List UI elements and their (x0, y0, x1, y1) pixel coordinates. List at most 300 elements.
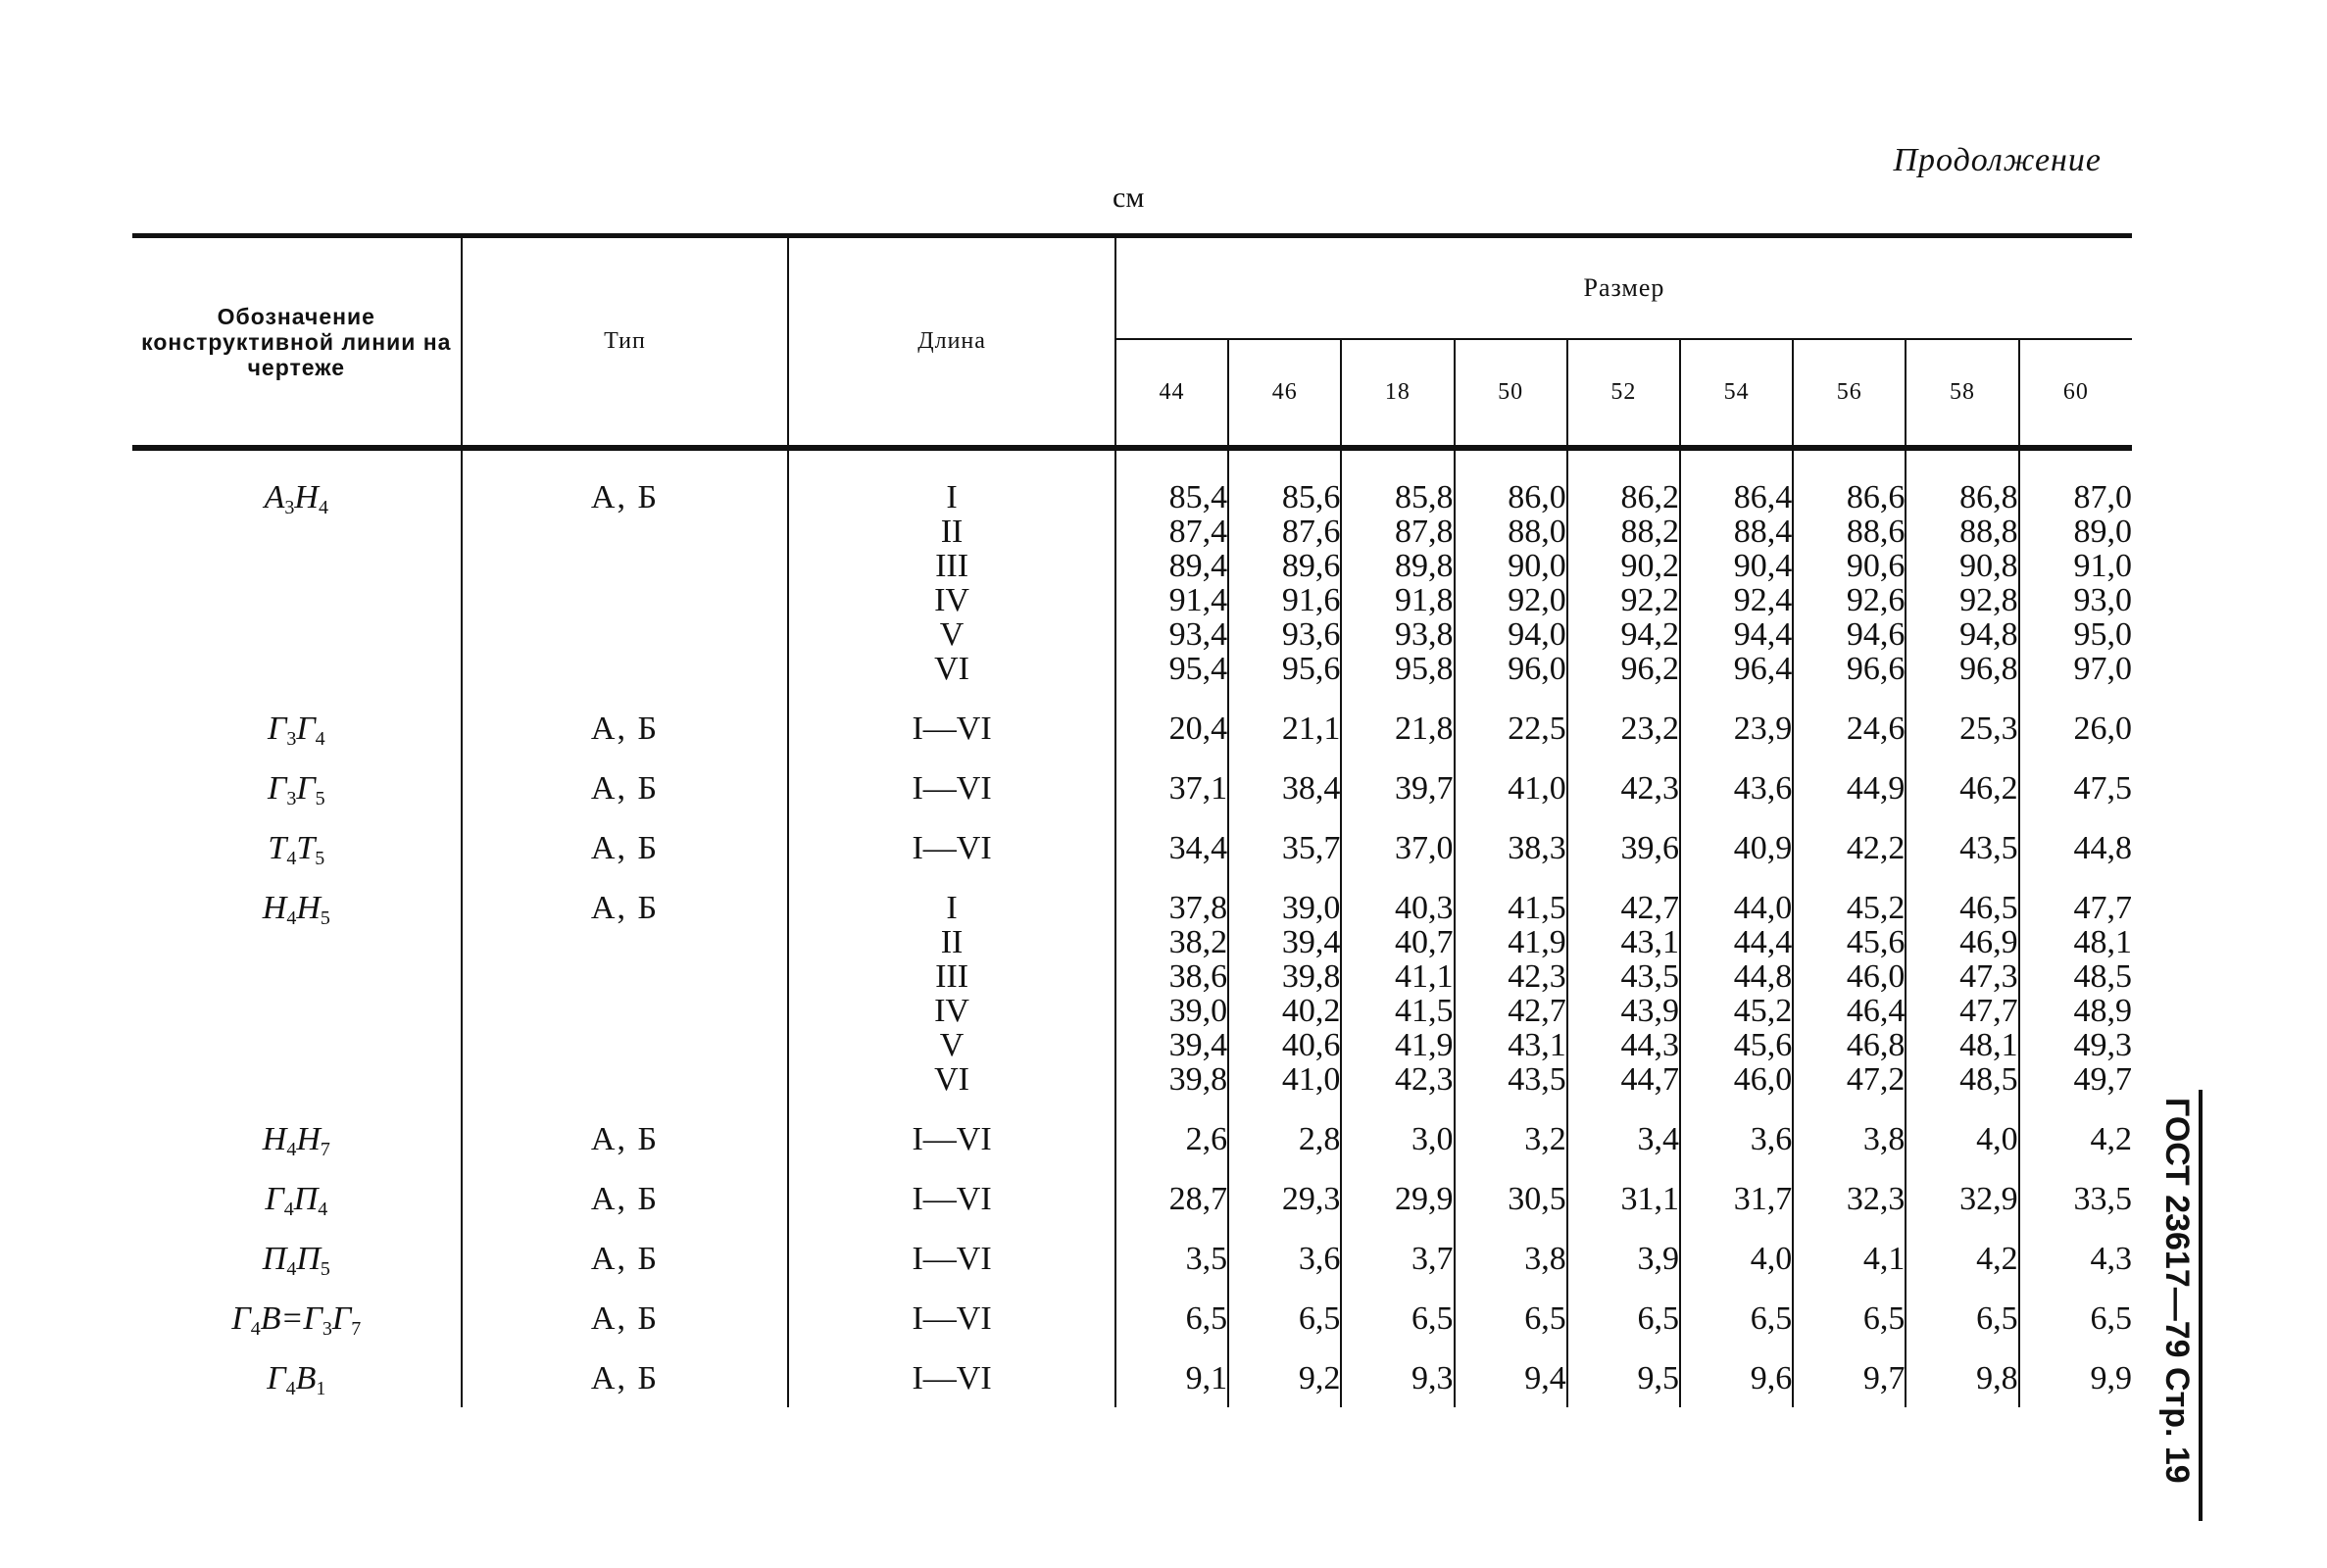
size-value-cell (1793, 698, 1906, 758)
size-value: 95,8 (1395, 651, 1454, 687)
size-value: 45,6 (1846, 924, 1906, 960)
size-value-cell (1115, 817, 1228, 877)
unit-label: см (1113, 181, 1145, 214)
size-value-cell (1455, 758, 1567, 817)
designation-subscript: 4 (285, 1378, 296, 1399)
size-value-cell (1906, 1108, 2018, 1168)
row-designation (132, 877, 462, 1108)
size-value-cell (1793, 877, 1906, 1108)
designation-subscript: 4 (250, 1318, 261, 1340)
table-row (132, 1168, 2132, 1228)
size-value: 39,4 (1281, 924, 1341, 960)
size-value-cell (2019, 1228, 2132, 1288)
row-lengths (788, 1288, 1115, 1348)
row-designation (132, 698, 462, 758)
size-value: 42,2 (1846, 830, 1906, 866)
size-value: 39,0 (1168, 993, 1228, 1029)
designation-subscript: 5 (320, 907, 330, 929)
designation-subscript: 4 (318, 497, 328, 518)
length-label: III (935, 548, 969, 584)
row-designation (132, 1348, 462, 1407)
table-row (132, 1348, 2132, 1407)
designation-subscript: 5 (315, 788, 325, 809)
designation-letter: П (262, 1241, 287, 1277)
size-value-cell (2019, 758, 2132, 817)
size-value-cell (1793, 817, 1906, 877)
size-value: 47,7 (2073, 890, 2132, 926)
designation-subscript: 4 (283, 1199, 294, 1220)
size-value: 41,5 (1508, 890, 1566, 926)
size-value-cell (1567, 817, 1680, 877)
designation-letter: Н (296, 890, 321, 926)
designation-letter: П (296, 1241, 321, 1277)
size-value-cell (1228, 817, 1341, 877)
size-value-cell (1341, 877, 1454, 1108)
size-value: 39,8 (1281, 958, 1341, 995)
table-row (132, 817, 2132, 877)
size-value: 96,0 (1508, 651, 1566, 687)
row-lengths (788, 1348, 1115, 1407)
designation-letter: Н (262, 890, 287, 926)
length-label: IV (934, 993, 969, 1029)
size-value: 22,5 (1508, 710, 1566, 747)
size-value: 46,9 (1959, 924, 2018, 960)
length-label: III (935, 958, 969, 995)
size-value: 44,8 (2073, 830, 2132, 866)
designation-letter: Г (267, 710, 287, 747)
size-value: 92,0 (1508, 582, 1566, 618)
size-value-cell (1455, 817, 1567, 877)
row-lengths (788, 877, 1115, 1108)
size-value: 4,2 (1976, 1241, 2018, 1277)
size-value: 42,3 (1508, 958, 1566, 995)
size-value: 86,0 (1508, 479, 1566, 515)
size-value: 38,2 (1168, 924, 1228, 960)
row-lengths (788, 1168, 1115, 1228)
size-value: 31,1 (1620, 1181, 1679, 1217)
size-value-cell (1680, 1228, 1793, 1288)
size-value-cell (1793, 1228, 1906, 1288)
size-value-cell (1115, 1168, 1228, 1228)
size-value: 29,9 (1395, 1181, 1454, 1217)
size-value: 39,4 (1168, 1027, 1228, 1063)
row-type: А, Б (462, 817, 789, 877)
dimensions-table (132, 233, 2132, 1407)
size-value: 32,3 (1846, 1181, 1906, 1217)
size-value: 3,8 (1862, 1121, 1906, 1157)
size-value: 90,8 (1959, 548, 2018, 584)
size-value: 6,5 (1411, 1300, 1454, 1337)
size-value-cell (1680, 817, 1793, 877)
size-value: 4,0 (1750, 1241, 1793, 1277)
size-value-cell (1455, 1228, 1567, 1288)
size-value-cell (1567, 1348, 1680, 1407)
size-value: 44,0 (1733, 890, 1793, 926)
size-value: 31,7 (1733, 1181, 1793, 1217)
size-value-cell (1228, 758, 1341, 817)
size-value: 41,5 (1395, 993, 1454, 1029)
size-value-cell (2019, 1108, 2132, 1168)
table-row (132, 758, 2132, 817)
size-value: 4,1 (1862, 1241, 1906, 1277)
size-value-cell (1793, 758, 1906, 817)
length-label: I (946, 479, 958, 515)
size-value: 6,5 (1976, 1300, 2018, 1337)
size-value: 43,5 (1508, 1061, 1566, 1098)
size-value-cell (1115, 758, 1228, 817)
size-value-cell (1567, 698, 1680, 758)
size-value: 86,8 (1959, 479, 2018, 515)
size-value-cell (1115, 877, 1228, 1108)
size-value-cell (1115, 448, 1228, 698)
size-value: 43,5 (1620, 958, 1679, 995)
size-value: 46,0 (1733, 1061, 1793, 1098)
size-value: 4,0 (1976, 1121, 2018, 1157)
size-value: 96,6 (1846, 651, 1906, 687)
size-value-cell (1567, 448, 1680, 698)
size-value: 87,6 (1281, 514, 1341, 550)
designation-subscript: 7 (351, 1318, 362, 1340)
size-value: 46,5 (1959, 890, 2018, 926)
size-value-cell (1115, 1348, 1228, 1407)
size-value-cell (1341, 1228, 1454, 1288)
size-value-cell (1341, 698, 1454, 758)
size-value: 49,3 (2073, 1027, 2132, 1063)
size-value-cell (1341, 817, 1454, 877)
size-value: 37,8 (1168, 890, 1228, 926)
size-value-cell (1341, 758, 1454, 817)
designation-letter: Н (296, 1121, 321, 1157)
size-value: 39,6 (1620, 830, 1679, 866)
header-size-7: 58 (1906, 339, 2018, 448)
size-value-cell (1680, 448, 1793, 698)
size-value: 34,4 (1168, 830, 1228, 866)
size-value-cell (1115, 698, 1228, 758)
designation-letter: А (264, 479, 285, 515)
header-size-3: 50 (1455, 339, 1567, 448)
size-value: 40,9 (1733, 830, 1793, 866)
size-value-cell (1567, 1228, 1680, 1288)
size-value-cell (1115, 1228, 1228, 1288)
size-value: 91,6 (1281, 582, 1341, 618)
size-value-cell (1680, 1348, 1793, 1407)
size-value: 9,6 (1750, 1360, 1793, 1396)
header-size-5: 54 (1680, 339, 1793, 448)
size-value-cell (1228, 1348, 1341, 1407)
designation-letter: Г (267, 770, 287, 807)
designation-subscript: 5 (320, 1258, 330, 1280)
size-value-cell (1680, 1108, 1793, 1168)
designation-subscript: 3 (322, 1318, 332, 1340)
size-value-cell (1341, 1108, 1454, 1168)
size-value: 94,4 (1733, 616, 1793, 653)
size-value: 48,9 (2073, 993, 2132, 1029)
size-value: 48,1 (2073, 924, 2132, 960)
row-lengths (788, 448, 1115, 698)
size-value: 3,9 (1637, 1241, 1679, 1277)
size-value: 96,4 (1733, 651, 1793, 687)
size-value-cell (1793, 1108, 1906, 1168)
size-value: 88,2 (1620, 514, 1679, 550)
header-type: Тип (462, 236, 789, 449)
designation-letter: Н (262, 1121, 287, 1157)
header-size-0: 44 (1115, 339, 1228, 448)
size-value-cell (1567, 758, 1680, 817)
size-value-cell (1680, 1288, 1793, 1348)
size-value: 35,7 (1281, 830, 1341, 866)
size-value-cell (1793, 1168, 1906, 1228)
designation-subscript: 4 (286, 1139, 297, 1160)
designation-letter: Г (296, 710, 316, 747)
size-value: 38,4 (1281, 770, 1341, 807)
size-value-cell (2019, 698, 2132, 758)
size-value: 21,1 (1281, 710, 1341, 747)
size-value: 41,0 (1508, 770, 1566, 807)
header-length: Длина (788, 236, 1115, 449)
size-value: 6,5 (1185, 1300, 1228, 1337)
size-value: 41,0 (1281, 1061, 1341, 1098)
size-value-cell (1906, 817, 2018, 877)
size-value-cell (1341, 448, 1454, 698)
size-value: 87,4 (1168, 514, 1228, 550)
size-value: 85,6 (1281, 479, 1341, 515)
designation-subscript: 4 (286, 907, 297, 929)
designation-subscript: 7 (320, 1139, 330, 1160)
row-lengths (788, 698, 1115, 758)
size-value: 3,6 (1298, 1241, 1341, 1277)
size-value: 37,1 (1168, 770, 1228, 807)
size-value: 40,2 (1281, 993, 1341, 1029)
designation-subscript: 4 (286, 848, 297, 869)
designation-subscript: 3 (286, 728, 297, 750)
row-lengths (788, 1228, 1115, 1288)
size-value: 43,5 (1959, 830, 2018, 866)
side-rule (2199, 1090, 2203, 1521)
size-value: 4,2 (2090, 1121, 2132, 1157)
size-value: 39,7 (1395, 770, 1454, 807)
size-value: 28,7 (1168, 1181, 1228, 1217)
row-type: А, Б (462, 1228, 789, 1288)
size-value-cell (1228, 1168, 1341, 1228)
size-value-cell (1341, 1348, 1454, 1407)
size-value: 6,5 (1862, 1300, 1906, 1337)
size-value: 9,7 (1862, 1360, 1906, 1396)
size-value: 88,6 (1846, 514, 1906, 550)
size-value: 30,5 (1508, 1181, 1566, 1217)
size-value: 6,5 (1524, 1300, 1566, 1337)
size-value: 86,4 (1733, 479, 1793, 515)
page-side-label: ГОСТ 23617—79 Стр. 19 (2158, 1098, 2196, 1484)
size-value-cell (2019, 877, 2132, 1108)
row-designation (132, 1228, 462, 1288)
row-type: А, Б (462, 1168, 789, 1228)
size-value: 88,8 (1959, 514, 2018, 550)
size-value-cell (1793, 448, 1906, 698)
size-value: 94,6 (1846, 616, 1906, 653)
size-value: 9,1 (1185, 1360, 1228, 1396)
size-value-cell (1228, 448, 1341, 698)
size-value-cell (1906, 877, 2018, 1108)
size-value-cell (1906, 698, 2018, 758)
row-lengths (788, 817, 1115, 877)
size-value: 97,0 (2073, 651, 2132, 687)
length-label: VI (934, 1061, 969, 1098)
size-value: 89,4 (1168, 548, 1228, 584)
length-label: I (946, 890, 958, 926)
length-label: VI (934, 651, 969, 687)
size-value-cell (1567, 1168, 1680, 1228)
length-label: IV (934, 582, 969, 618)
size-value: 96,2 (1620, 651, 1679, 687)
size-value-cell (1793, 1348, 1906, 1407)
size-value: 89,8 (1395, 548, 1454, 584)
table-row (132, 1288, 2132, 1348)
size-value: 45,6 (1733, 1027, 1793, 1063)
size-value: 41,9 (1395, 1027, 1454, 1063)
size-value-cell (1455, 1348, 1567, 1407)
size-value: 47,2 (1846, 1061, 1906, 1098)
designation-letter: В (260, 1300, 281, 1337)
size-value: 90,4 (1733, 548, 1793, 584)
header-size-8: 60 (2019, 339, 2132, 448)
size-value: 39,8 (1168, 1061, 1228, 1098)
designation-subscript: 3 (286, 788, 297, 809)
size-value-cell (1455, 448, 1567, 698)
size-value: 24,6 (1846, 710, 1906, 747)
table-row (132, 877, 2132, 1108)
size-value: 9,9 (2090, 1360, 2132, 1396)
header-size: Размер (1115, 236, 2132, 340)
size-value-cell (1455, 1288, 1567, 1348)
size-value-cell (1906, 1348, 2018, 1407)
header-size-6: 56 (1793, 339, 1906, 448)
designation-subscript: 1 (316, 1378, 326, 1399)
size-value: 87,8 (1395, 514, 1454, 550)
designation-letter: В (295, 1360, 317, 1396)
size-value: 47,5 (2073, 770, 2132, 807)
size-value: 86,6 (1846, 479, 1906, 515)
length-label: I—VI (912, 770, 992, 807)
size-value: 9,5 (1637, 1360, 1679, 1396)
designation-letter: Г (231, 1300, 251, 1337)
size-value: 91,4 (1168, 582, 1228, 618)
size-value: 44,7 (1620, 1061, 1679, 1098)
size-value-cell (1906, 1228, 2018, 1288)
row-lengths (788, 1108, 1115, 1168)
length-label: V (939, 1027, 965, 1063)
length-label: I—VI (912, 1360, 992, 1396)
size-value-cell (1455, 698, 1567, 758)
header-size-4: 52 (1567, 339, 1680, 448)
designation-letter: Т (296, 830, 316, 866)
length-label: I—VI (912, 830, 992, 866)
size-value: 3,5 (1185, 1241, 1228, 1277)
size-value: 44,4 (1733, 924, 1793, 960)
size-value: 6,5 (1298, 1300, 1341, 1337)
size-value: 90,6 (1846, 548, 1906, 584)
size-value-cell (1341, 1288, 1454, 1348)
size-value-cell (2019, 817, 2132, 877)
size-value: 42,3 (1620, 770, 1679, 807)
size-value-cell (1906, 1288, 2018, 1348)
size-value: 2,8 (1298, 1121, 1341, 1157)
size-value: 42,7 (1620, 890, 1679, 926)
size-value: 93,6 (1281, 616, 1341, 653)
size-value-cell (1680, 1168, 1793, 1228)
header-size-2: 18 (1341, 339, 1454, 448)
size-value: 92,2 (1620, 582, 1679, 618)
size-value: 38,6 (1168, 958, 1228, 995)
row-lengths (788, 758, 1115, 817)
size-value: 43,6 (1733, 770, 1793, 807)
size-value: 94,8 (1959, 616, 2018, 653)
row-type: А, Б (462, 1288, 789, 1348)
length-label: I—VI (912, 1121, 992, 1157)
size-value: 6,5 (1637, 1300, 1679, 1337)
size-value: 38,3 (1508, 830, 1566, 866)
size-value: 37,0 (1395, 830, 1454, 866)
size-value-cell (1567, 877, 1680, 1108)
designation-letter: Т (268, 830, 287, 866)
size-value: 85,8 (1395, 479, 1454, 515)
row-type: А, Б (462, 1108, 789, 1168)
size-value-cell (1228, 877, 1341, 1108)
size-value-cell (1793, 1288, 1906, 1348)
size-value: 6,5 (1750, 1300, 1793, 1337)
size-value: 93,8 (1395, 616, 1454, 653)
designation-letter: Г (267, 1360, 286, 1396)
size-value: 89,6 (1281, 548, 1341, 584)
size-value: 9,4 (1524, 1360, 1566, 1396)
size-value: 95,0 (2073, 616, 2132, 653)
size-value-cell (2019, 1348, 2132, 1407)
size-value: 29,3 (1281, 1181, 1341, 1217)
size-value: 9,8 (1976, 1360, 2018, 1396)
size-value-cell (1228, 1108, 1341, 1168)
size-value: 3,0 (1411, 1121, 1454, 1157)
size-value: 95,6 (1281, 651, 1341, 687)
size-value-cell (1455, 1108, 1567, 1168)
size-value: 93,4 (1168, 616, 1228, 653)
designation-letter: Г (331, 1300, 352, 1337)
size-value: 43,1 (1620, 924, 1679, 960)
size-value: 3,6 (1750, 1121, 1793, 1157)
size-value: 44,3 (1620, 1027, 1679, 1063)
size-value: 43,1 (1508, 1027, 1566, 1063)
designation-letter: =Г (280, 1300, 322, 1337)
row-type: А, Б (462, 448, 789, 698)
size-value: 85,4 (1168, 479, 1228, 515)
size-value: 32,9 (1959, 1181, 2018, 1217)
size-value: 2,6 (1185, 1121, 1228, 1157)
size-value: 46,2 (1959, 770, 2018, 807)
size-value: 49,7 (2073, 1061, 2132, 1098)
size-value: 91,8 (1395, 582, 1454, 618)
size-value: 42,7 (1508, 993, 1566, 1029)
size-value-cell (1906, 448, 2018, 698)
table-row (132, 448, 2132, 698)
designation-letter: Г (265, 1181, 284, 1217)
size-value: 46,4 (1846, 993, 1906, 1029)
size-value: 6,5 (2090, 1300, 2132, 1337)
length-label: V (939, 616, 965, 653)
continuation-label: Продолжение (1893, 142, 2102, 178)
designation-subscript: 3 (284, 497, 295, 518)
length-label: I—VI (912, 1241, 992, 1277)
row-designation (132, 817, 462, 877)
size-value: 21,8 (1395, 710, 1454, 747)
size-value: 39,0 (1281, 890, 1341, 926)
